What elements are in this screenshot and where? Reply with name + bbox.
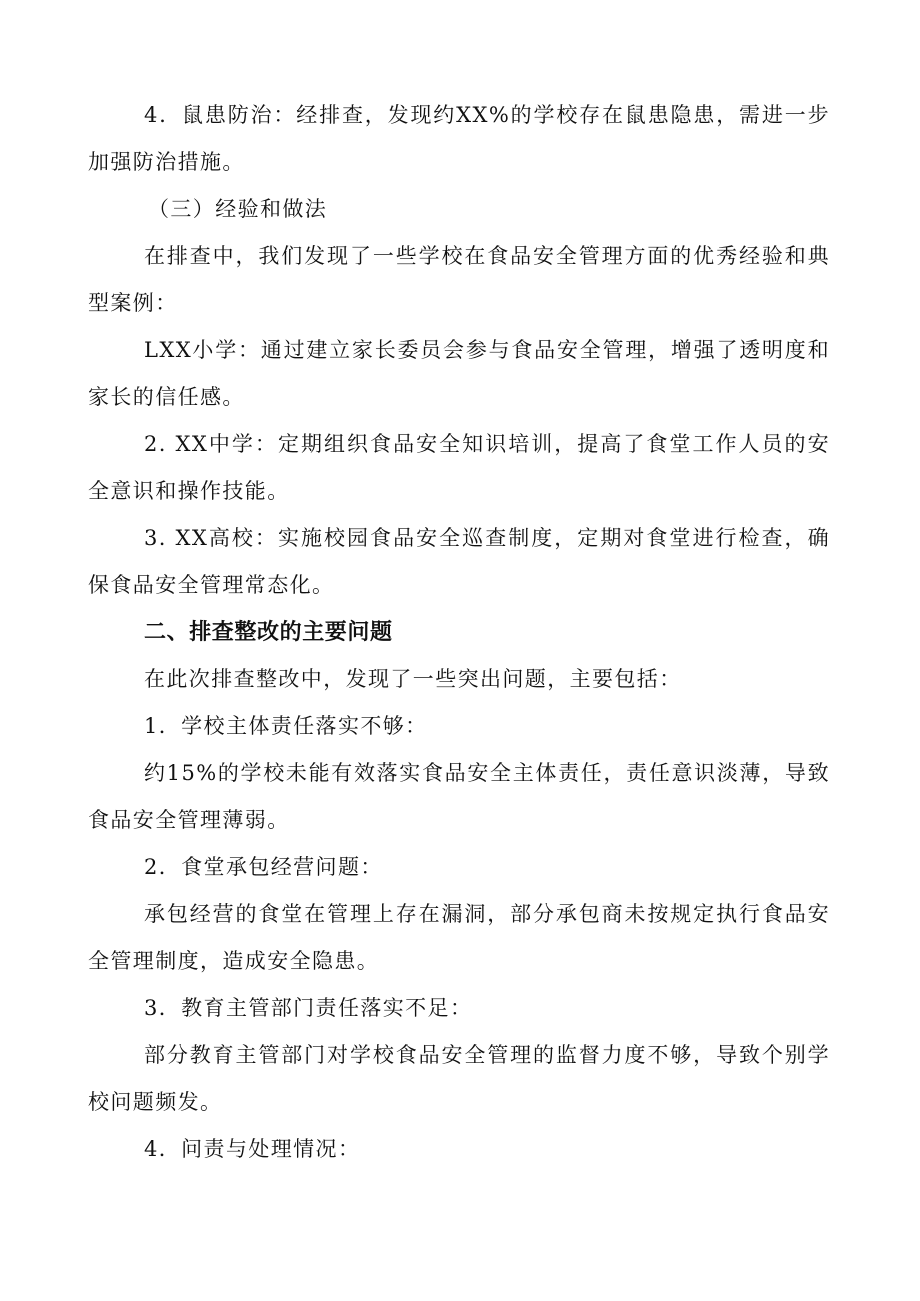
section-heading-main-problems: 二、排查整改的主要问题 [144,620,393,645]
paragraph-case-primary-school: LXX小学：通过建立家长委员会参与食品安全管理，增强了透明度和家长的信任感。 [88,338,830,409]
paragraph-problem-1-body: 约15%的学校未能有效落实食品安全主体责任，责任意识淡薄，导致食品安全管理薄弱。 [88,761,830,832]
paragraph-problem-2-title: 2．食堂承包经营问题： [144,855,383,879]
paragraph-problem-3-title: 3．教育主管部门责任落实不足： [144,996,473,1020]
paragraph-problem-4-title: 4．问责与处理情况： [144,1137,361,1161]
paragraph-rodent-control: 4．鼠患防治：经排查，发现约XX%的学校存在鼠患隐患，需进一步加强防治措施。 [88,103,830,174]
paragraph-case-university: 3. XX高校：实施校园食品安全巡查制度，定期对食堂进行检查，确保食品安全管理常态化。 [88,526,830,597]
paragraph-problem-1-title: 1．学校主体责任落实不够： [144,714,428,738]
paragraph-problem-2-body: 承包经营的食堂在管理上存在漏洞，部分承包商未按规定执行食品安全管理制度，造成安全隐患。 [88,902,830,973]
paragraph-problems-intro: 在此次排查整改中，发现了一些突出问题，主要包括： [144,667,682,691]
paragraph-problem-3-body: 部分教育主管部门对学校食品安全管理的监督力度不够，导致个别学校问题频发。 [88,1043,830,1114]
paragraph-case-middle-school: 2. XX中学：定期组织食品安全知识培训，提高了食堂工作人员的安全意识和操作技能。 [88,432,830,503]
section-heading-experience: （三）经验和做法 [148,197,328,221]
paragraph-experience-intro: 在排查中，我们发现了一些学校在食品安全管理方面的优秀经验和典型案例： [88,244,830,315]
